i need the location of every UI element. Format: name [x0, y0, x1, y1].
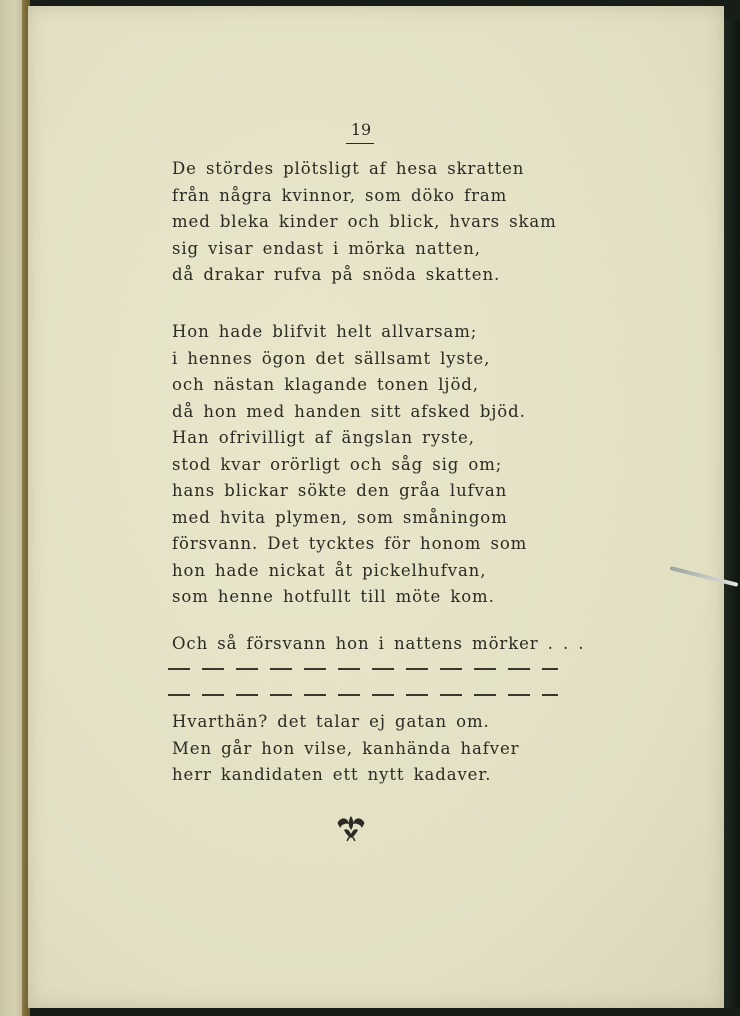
- poem-line: hans blickar sökte den gråa lufvan: [172, 481, 508, 500]
- poem-line: från några kvinnor, som döko fram: [172, 185, 508, 205]
- poem-line: Hvarthän? det talar ej gatan om.: [172, 712, 490, 731]
- stanza-4: [172, 709, 519, 789]
- poem-line: Han ofrivilligt af ängslan ryste,: [172, 428, 475, 447]
- dash-separator: [168, 668, 558, 670]
- poem-line: sig visar endast i mörka natten,: [172, 238, 481, 258]
- poem-line: stod kvar orörligt och såg sig om;: [172, 454, 503, 474]
- stanza-3: [172, 631, 584, 658]
- fleuron-ornament-icon: [334, 812, 368, 842]
- page-number: 19: [350, 120, 372, 139]
- poem-line: då hon med handen sitt afsked bjöd.: [172, 401, 526, 421]
- poem-line: hon hade nickat åt pickelhufvan,: [172, 560, 487, 580]
- poem-line: i hennes ögon det sällsamt lyste,: [172, 348, 491, 368]
- poem-line: De stördes plötsligt af hesa skratten: [172, 159, 525, 178]
- poem-line: Men går hon vilse, kanhända hafver: [172, 738, 520, 758]
- poem-line: som henne hotfullt till möte kom.: [172, 587, 495, 606]
- poem-line: försvann. Det tycktes för honom som: [172, 534, 528, 553]
- poem-line: Hon hade blifvit helt allvarsam;: [172, 322, 478, 341]
- stanza-2: [172, 319, 527, 611]
- stanza-1: [172, 156, 557, 289]
- poem-line: då drakar rufva på snöda skatten.: [172, 265, 501, 284]
- poem-line: med hvita plymen, som småningom: [172, 507, 508, 527]
- poem-line: med bleka kinder och blick, hvars skam: [172, 212, 557, 231]
- page-number-rule: [346, 143, 374, 144]
- dash-separator: [168, 694, 558, 696]
- book-cover-edge: [724, 20, 740, 1008]
- poem-line: herr kandidaten ett nytt kadaver.: [172, 765, 492, 784]
- poem-line: Och så försvann hon i nattens mörker . . .: [172, 634, 585, 653]
- poem-line: och nästan klagande tonen ljöd,: [172, 375, 479, 394]
